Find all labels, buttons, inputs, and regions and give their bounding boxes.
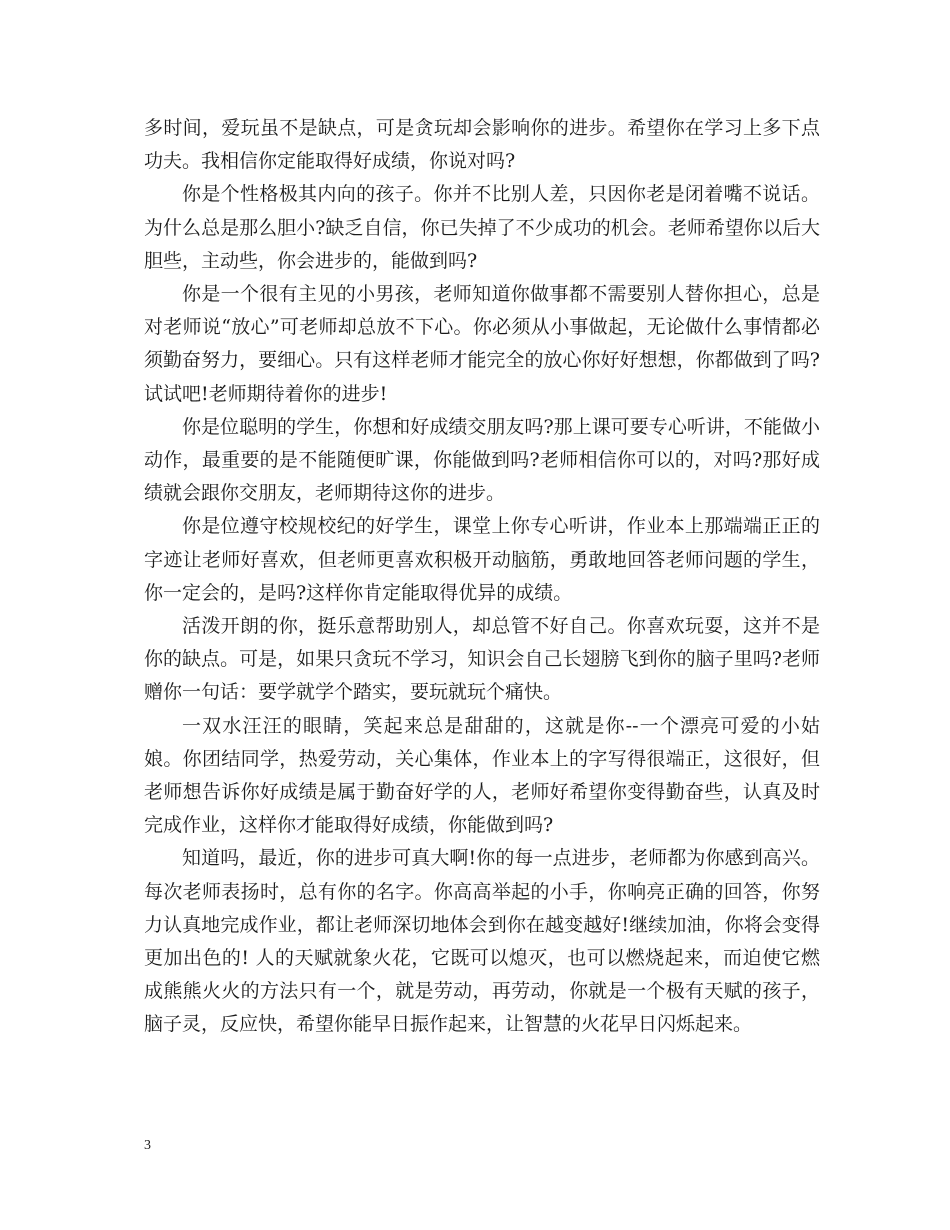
paragraph-4: 你是位聪明的学生，你想和好成绩交朋友吗?那上课可要专心听讲，不能做小动作，最重要的是不能随便旷课，你能做到吗?老师相信你可以的，对吗?那好成绩就会跟你交朋友，老师期待这你的进步。 <box>144 415 820 505</box>
paragraph-8: 知道吗，最近，你的进步可真大啊!你的每一点进步，老师都为你感到高兴。每次老师表扬时，总有你的名字。你高高举起的小手，你响亮正确的回答，你努力认真地完成作业，都让老师深切地体会到你在越变越好!继续加油，你将会变得更加出色的! 人的天赋就象火花，它既可以熄灭，也可以燃烧起来，而迫使它燃成熊熊火火的方法只有一个，就是劳动，再劳动，你就是一个极有天赋的孩子，脑子灵，反应快，希望你能早日振作起来，让智慧的火花早日闪烁起来。 <box>144 847 820 1036</box>
document-body <box>144 112 820 1042</box>
paragraph-7: 一双水汪汪的眼睛，笑起来总是甜甜的，这就是你--一个漂亮可爱的小姑娘。你团结同学，热爱劳动，关心集体，作业本上的字写得很端正，这很好，但老师想告诉你好成绩是属于勤奋好学的人，老师好希望你变得勤奋些，认真及时完成作业，这样你才能取得好成绩，你能做到吗? <box>144 714 820 837</box>
paragraph-3: 你是一个很有主见的小男孩，老师知道你做事都不需要别人替你担心，总是对老师说“放心”可老师却总放不下心。你必须从小事做起，无论做什么事情都必须勤奋努力，要细心。只有这样老师才能完全的放心你好好想想，你都做到了吗?试试吧!老师期待着你的进步! <box>144 283 820 405</box>
page-number: 3 <box>144 1138 151 1153</box>
paragraph-1: 多时间，爱玩虽不是缺点，可是贪玩却会影响你的进步。希望你在学习上多下点功夫。我相信你定能取得好成绩，你说对吗? <box>144 117 820 173</box>
paragraph-6: 活泼开朗的你，挺乐意帮助别人，却总管不好自己。你喜欢玩耍，这并不是你的缺点。可是，如果只贪玩不学习，知识会自己长翅膀飞到你的脑子里吗?老师赠你一句话：要学就学个踏实，要玩就玩个痛快。 <box>144 615 820 704</box>
paragraph-2: 你是个性格极其内向的孩子。你并不比别人差，只因你老是闭着嘴不说话。为什么总是那么胆小?缺乏自信，你已失掉了不少成功的机会。老师希望你以后大胆些，主动些，你会进步的，能做到吗? <box>144 183 820 272</box>
paragraph-5: 你是位遵守校规校纪的好学生，课堂上你专心听讲，作业本上那端端正正的字迹让老师好喜欢，但老师更喜欢积极开动脑筋，勇敢地回答老师问题的学生，你一定会的，是吗?这样你肯定能取得优异的成绩。 <box>144 515 820 604</box>
